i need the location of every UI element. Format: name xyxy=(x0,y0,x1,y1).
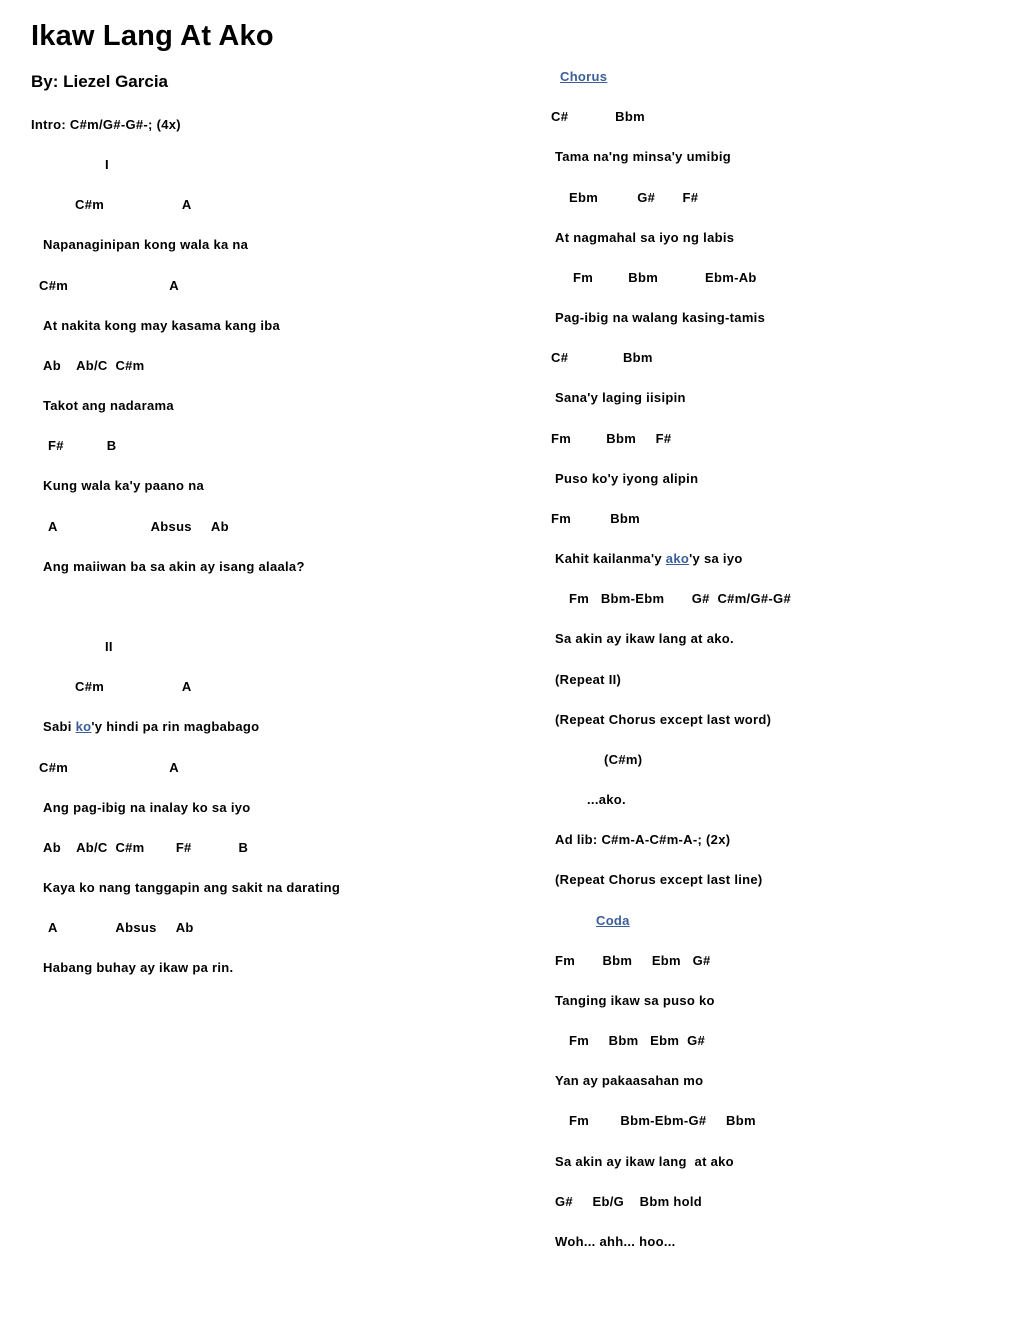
coda-heading-link[interactable]: Coda xyxy=(596,913,630,928)
lyric-line: Kung wala ka'y paano na xyxy=(43,478,204,493)
lyric-text: 'y sa iyo xyxy=(689,551,743,566)
lyric-line: Pag-ibig na walang kasing-tamis xyxy=(555,310,766,325)
chord-line: Fm Bbm xyxy=(551,511,641,526)
lyric-line: Puso ko'y iyong alipin xyxy=(555,471,699,486)
chord-line: Ab Ab/C C#m xyxy=(43,358,145,373)
chord-line: Ab Ab/C C#m F# B xyxy=(43,840,249,855)
chord-line: C#m A xyxy=(39,278,179,293)
chord-line: C# Bbm xyxy=(551,109,645,124)
lyric-line: Habang buhay ay ikaw pa rin. xyxy=(43,960,234,975)
chorus-heading-link[interactable]: Chorus xyxy=(560,69,608,84)
lyric-text: Kahit kailanma'y xyxy=(555,551,666,566)
chord-line: C# Bbm xyxy=(551,350,653,365)
chord-line: (C#m) xyxy=(604,752,643,767)
lyric-line: Napanaginipan kong wala ka na xyxy=(43,237,249,252)
lyric-line: Ang pag-ibig na inalay ko sa iyo xyxy=(43,800,251,815)
repeat-instruction: (Repeat Chorus except last word) xyxy=(555,712,772,727)
song-title: Ikaw Lang At Ako xyxy=(31,20,274,52)
chord-line: Fm Bbm-Ebm G# C#m/G#-G# xyxy=(569,591,791,606)
intro-line: Intro: C#m/G#-G#-; (4x) xyxy=(31,117,181,132)
chord-line: A Absus Ab xyxy=(48,519,229,534)
chord-line: Fm Bbm Ebm G# xyxy=(569,1033,706,1048)
lyric-line: Sa akin ay ikaw lang at ako. xyxy=(555,631,734,646)
lyric-line: Yan ay pakaasahan mo xyxy=(555,1073,704,1088)
lyric-text: 'y hindi pa rin magbabago xyxy=(91,719,260,734)
adlib-line: Ad lib: C#m-A-C#m-A-; (2x) xyxy=(555,832,731,847)
lyric-line: Kaya ko nang tanggapin ang sakit na darating xyxy=(43,880,341,895)
chord-line: C#m A xyxy=(75,679,192,694)
chord-line: Fm Bbm Ebm-Ab xyxy=(573,270,757,285)
repeat-instruction: (Repeat Chorus except last line) xyxy=(555,872,763,887)
verse1-marker: I xyxy=(105,157,109,172)
chord-line: Ebm G# F# xyxy=(569,190,699,205)
lyric-line: Sa akin ay ikaw lang at ako xyxy=(555,1154,734,1169)
chord-line: C#m A xyxy=(39,760,179,775)
lyric-line: Takot ang nadarama xyxy=(43,398,174,413)
lyric-line: At nakita kong may kasama kang iba xyxy=(43,318,281,333)
ko-link[interactable]: ko xyxy=(75,719,92,734)
chord-line: Fm Bbm F# xyxy=(551,431,672,446)
lyric-line: Ang maiiwan ba sa akin ay isang alaala? xyxy=(43,559,305,574)
chord-line: F# B xyxy=(48,438,117,453)
lyric-line: ...ako. xyxy=(587,792,626,807)
chord-line: C#m A xyxy=(75,197,192,212)
song-author: By: Liezel Garcia xyxy=(31,72,169,91)
chord-line: G# Eb/G Bbm hold xyxy=(555,1194,703,1209)
chord-line: Fm Bbm Ebm G# xyxy=(555,953,711,968)
verse2-marker: II xyxy=(105,639,113,654)
lyric-line: Sana'y laging iisipin xyxy=(555,390,686,405)
lyric-line: Tama na'ng minsa'y umibig xyxy=(555,149,731,164)
lyric-line: Woh... ahh... hoo... xyxy=(555,1234,676,1249)
lyric-line: Tanging ikaw sa puso ko xyxy=(555,993,715,1008)
ako-link[interactable]: ako xyxy=(665,551,690,566)
chord-line: A Absus Ab xyxy=(48,920,194,935)
repeat-instruction: (Repeat II) xyxy=(555,672,622,687)
lyric-line xyxy=(43,718,259,736)
lyric-text: Sabi xyxy=(43,719,76,734)
lyric-line xyxy=(555,550,743,568)
chord-line: Fm Bbm-Ebm-G# Bbm xyxy=(569,1113,756,1128)
lyric-line: At nagmahal sa iyo ng labis xyxy=(555,230,735,245)
